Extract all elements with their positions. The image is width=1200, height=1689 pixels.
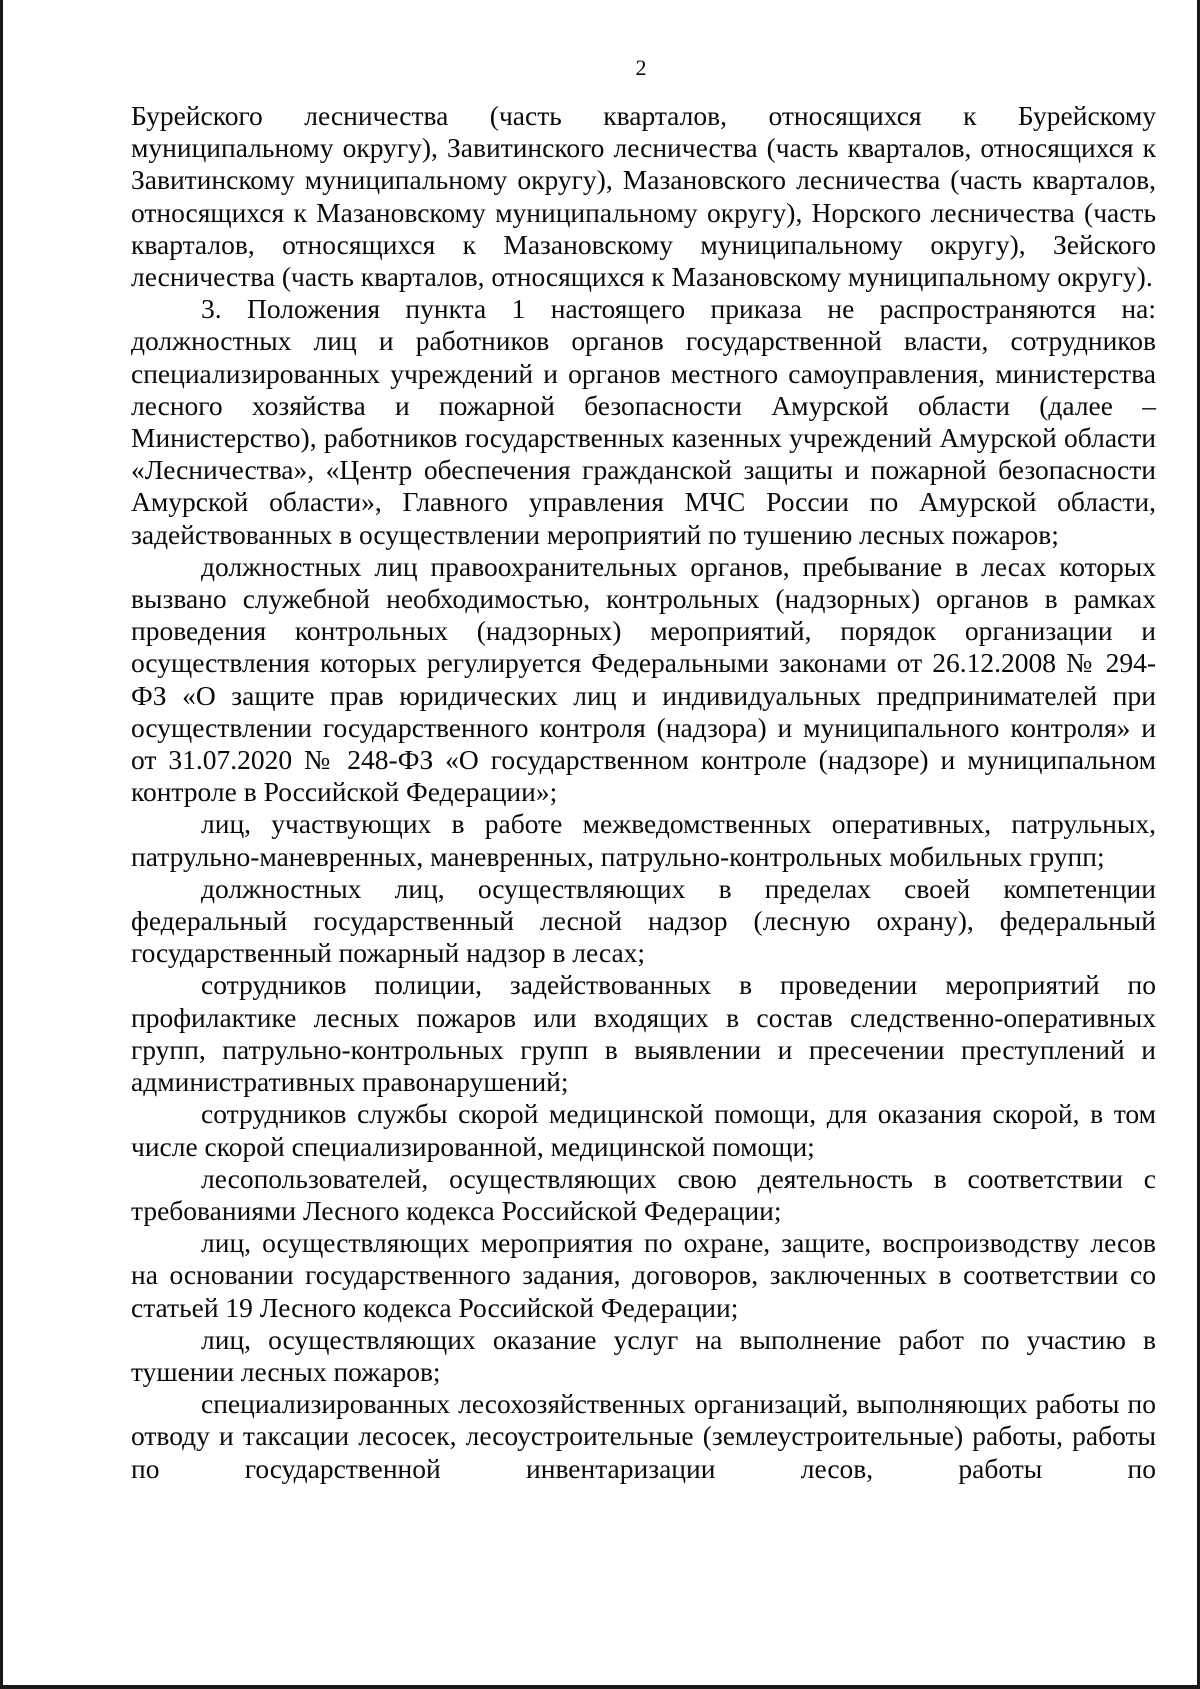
paragraph-1: Бурейского лесничества (часть кварталов, относящихся к Бурейскому муниципальному округу), Завитинского лесничества (часть кварталов, относящихся к Завитинскому муниципальному округу), Мазановского лесничества (часть кварталов, относящихся к Мазановскому муниципальному округу), Норского лесничества (часть кварталов, относящихся к Мазановскому муниципальному округу), Зейского лесничества (часть кварталов, относящихся к Мазановскому муниципальному округу). <box>131 100 1156 293</box>
paragraph-5: должностных лиц, осуществляющих в пределах своей компетенции федеральный государственный лесной надзор (лесную охрану), федеральный государственный пожарный надзор в лесах; <box>131 872 1156 969</box>
paragraph-8: лесопользователей, осуществляющих свою деятельность в соответствии с требованиями Лесного кодекса Российской Федерации; <box>131 1162 1156 1226</box>
paragraph-10: лиц, осуществляющих оказание услуг на выполнение работ по участию в тушении лесных пожаров; <box>131 1323 1156 1387</box>
paragraph-9: лиц, осуществляющих мероприятия по охране, защите, воспроизводству лесов на основании государственного задания, договоров, заключенных в соответствии со статьей 19 Лесного кодекса Российской Федерации; <box>131 1227 1156 1323</box>
paragraph-6: сотрудников полиции, задействованных в проведении мероприятий по профилактике лесных пожаров или входящих в состав следственно-оперативных групп, патрульно-контрольных групп в выявлении и пресечении преступлений и административных правонарушений; <box>131 969 1156 1098</box>
document-body <box>131 100 1156 1485</box>
page-number: 2 <box>635 55 647 80</box>
paragraph-3: должностных лиц правоохранительных органов, пребывание в лесах которых вызвано служебной необходимостью, контрольных (надзорных) органов в рамках проведения контрольных (надзорных) мероприятий, порядок организации и осуществления которых регулируется Федеральными законами от 26.12.2008 № 294-ФЗ «О защите прав юридических лиц и индивидуальных предпринимателей при осуществлении государственного контроля (надзора) и муниципального контроля» и от 31.07.2020 № 248-ФЗ «О государственном контроле (надзоре) и муниципальном контроле в Российской Федерации»; <box>131 550 1156 808</box>
paragraph-11: специализированных лесохозяйственных организаций, выполняющих работы по отводу и таксации лесосек, лесоустроительные (землеустроительные) работы, работы по государственной инвентаризации лесов, работы по <box>131 1388 1156 1484</box>
paragraph-2: 3. Положения пункта 1 настоящего приказа не распространяются на: должностных лиц и работников органов государственной власти, сотрудников специализированных учреждений и органов местного самоуправления, министерства лесного хозяйства и пожарной безопасности Амурской области (далее – Министерство), работников государственных казенных учреждений Амурской области «Лесничества», «Центр обеспечения гражданской защиты и пожарной безопасности Амурской области», Главного управления МЧС России по Амурской области, задействованных в осуществлении мероприятий по тушению лесных пожаров; <box>131 293 1156 550</box>
paragraph-4: лиц, участвующих в работе межведомственных оперативных, патрульных, патрульно-маневренных, маневренных, патрульно-контрольных мобильных групп; <box>131 808 1156 872</box>
paragraph-7: сотрудников службы скорой медицинской помощи, для оказания скорой, в том числе скорой специализированной, медицинской помощи; <box>131 1098 1156 1162</box>
